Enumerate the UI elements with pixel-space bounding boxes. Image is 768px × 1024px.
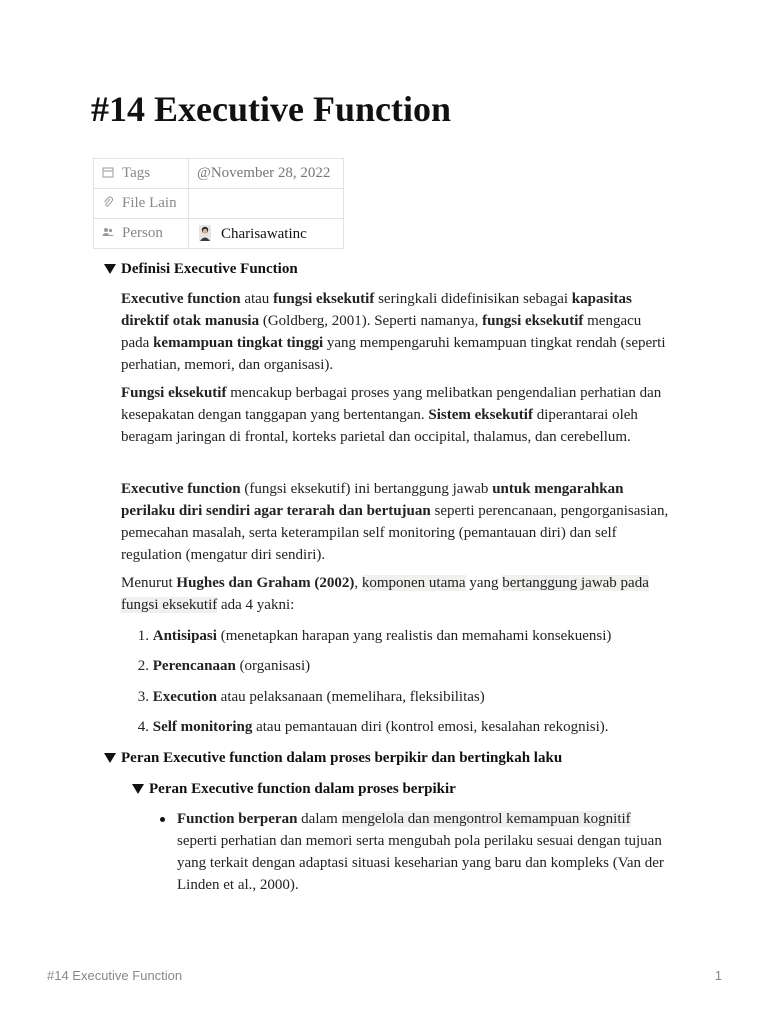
bullet-icon — [160, 817, 165, 822]
list-item: 4. Self monitoring atau pemantauan diri (kontrol emosi, kesalahan rekognisi). — [137, 719, 609, 735]
footer-title: #14 Executive Function — [47, 968, 183, 983]
page-number: 1 — [714, 968, 722, 983]
property-row-tags — [94, 159, 344, 189]
paperclip-icon — [102, 196, 114, 208]
property-value-person[interactable]: Charisawatinc — [189, 219, 344, 249]
paragraph-definisi: Executive function atau fungsi eksekutif seringkali didefinisikan sebagai kapasitas direktif otak manusia (Goldberg, 2001). Seperti namanya, fungsi eksekutif mengacu pada kemampuan tingkat tinggi yang mempengaruhi kemampuan tingkat rendah (seperti perhatian, memori, dan organisasi). — [121, 291, 666, 373]
property-name-tags: Tags — [94, 159, 189, 189]
triangle-down-icon[interactable] — [104, 753, 116, 763]
triangle-down-icon[interactable] — [104, 264, 116, 274]
properties-table — [93, 158, 344, 249]
paragraph-komponen: Menurut Hughes dan Graham (2002), komponen utama yang bertanggung jawab pada fungsi eksekutif ada 4 yakni: — [121, 575, 649, 613]
property-name-file-lain: File Lain — [94, 189, 189, 219]
people-icon — [102, 226, 114, 238]
paragraph-tanggung-jawab: Executive function (fungsi eksekutif) ini bertanggung jawab untuk mengarahkan perilaku diri sendiri agar terarah dan bertujuan seperti perencanaan, pengorganisasian, pemecahan masalah, serta keterampilan self monitoring (pemantauan diri) dan self regulation (mengatur diri sendiri). — [121, 481, 669, 563]
toggle-peran-berpikir[interactable]: Peran Executive function dalam proses berpikir — [132, 778, 456, 800]
avatar — [199, 225, 211, 241]
calendar-icon — [102, 166, 114, 178]
toggle-peran[interactable]: Peran Executive function dalam proses berpikir dan bertingkah laku — [104, 747, 562, 769]
paragraph-fungsi-eksekutif: Fungsi eksekutif mencakup berbagai proses yang melibatkan pengendalian perhatian dan kesepakatan dengan tanggapan yang bertentangan. Sistem eksekutif diperantarai oleh beragam jaringan di frontal, korteks parietal dan occipital, thalamus, dan cerebellum. — [121, 385, 662, 445]
list-item: 1. Antisipasi (menetapkan harapan yang realistis dan memahami konsekuensi) — [137, 628, 612, 644]
bullet-text: Function berperan dalam mengelola dan mengontrol kemampuan kognitif seperti perhatian dan memori serta mengubah pola perilaku sesuai dengan tujuan yang terkait dengan adaptasi situasi keseharian yang baru dan kompleks (Van der Linden et al., 2000). — [177, 811, 664, 893]
bulleted-list-item — [160, 808, 670, 896]
property-value-tags[interactable]: @November 28, 2022 — [189, 159, 344, 189]
list-item: 3. Execution atau pelaksanaan (memelihara, fleksibilitas) — [137, 689, 485, 705]
property-row-file-lain — [94, 189, 344, 219]
property-name-person: Person — [94, 219, 189, 249]
toggle-definisi[interactable]: Definisi Executive Function — [104, 258, 298, 280]
list-item: 2. Perencanaan (organisasi) — [137, 658, 311, 674]
triangle-down-icon[interactable] — [132, 784, 144, 794]
property-row-person — [94, 219, 344, 249]
property-value-file-lain[interactable] — [189, 189, 344, 219]
page-title: #14 Executive Function — [91, 89, 451, 129]
